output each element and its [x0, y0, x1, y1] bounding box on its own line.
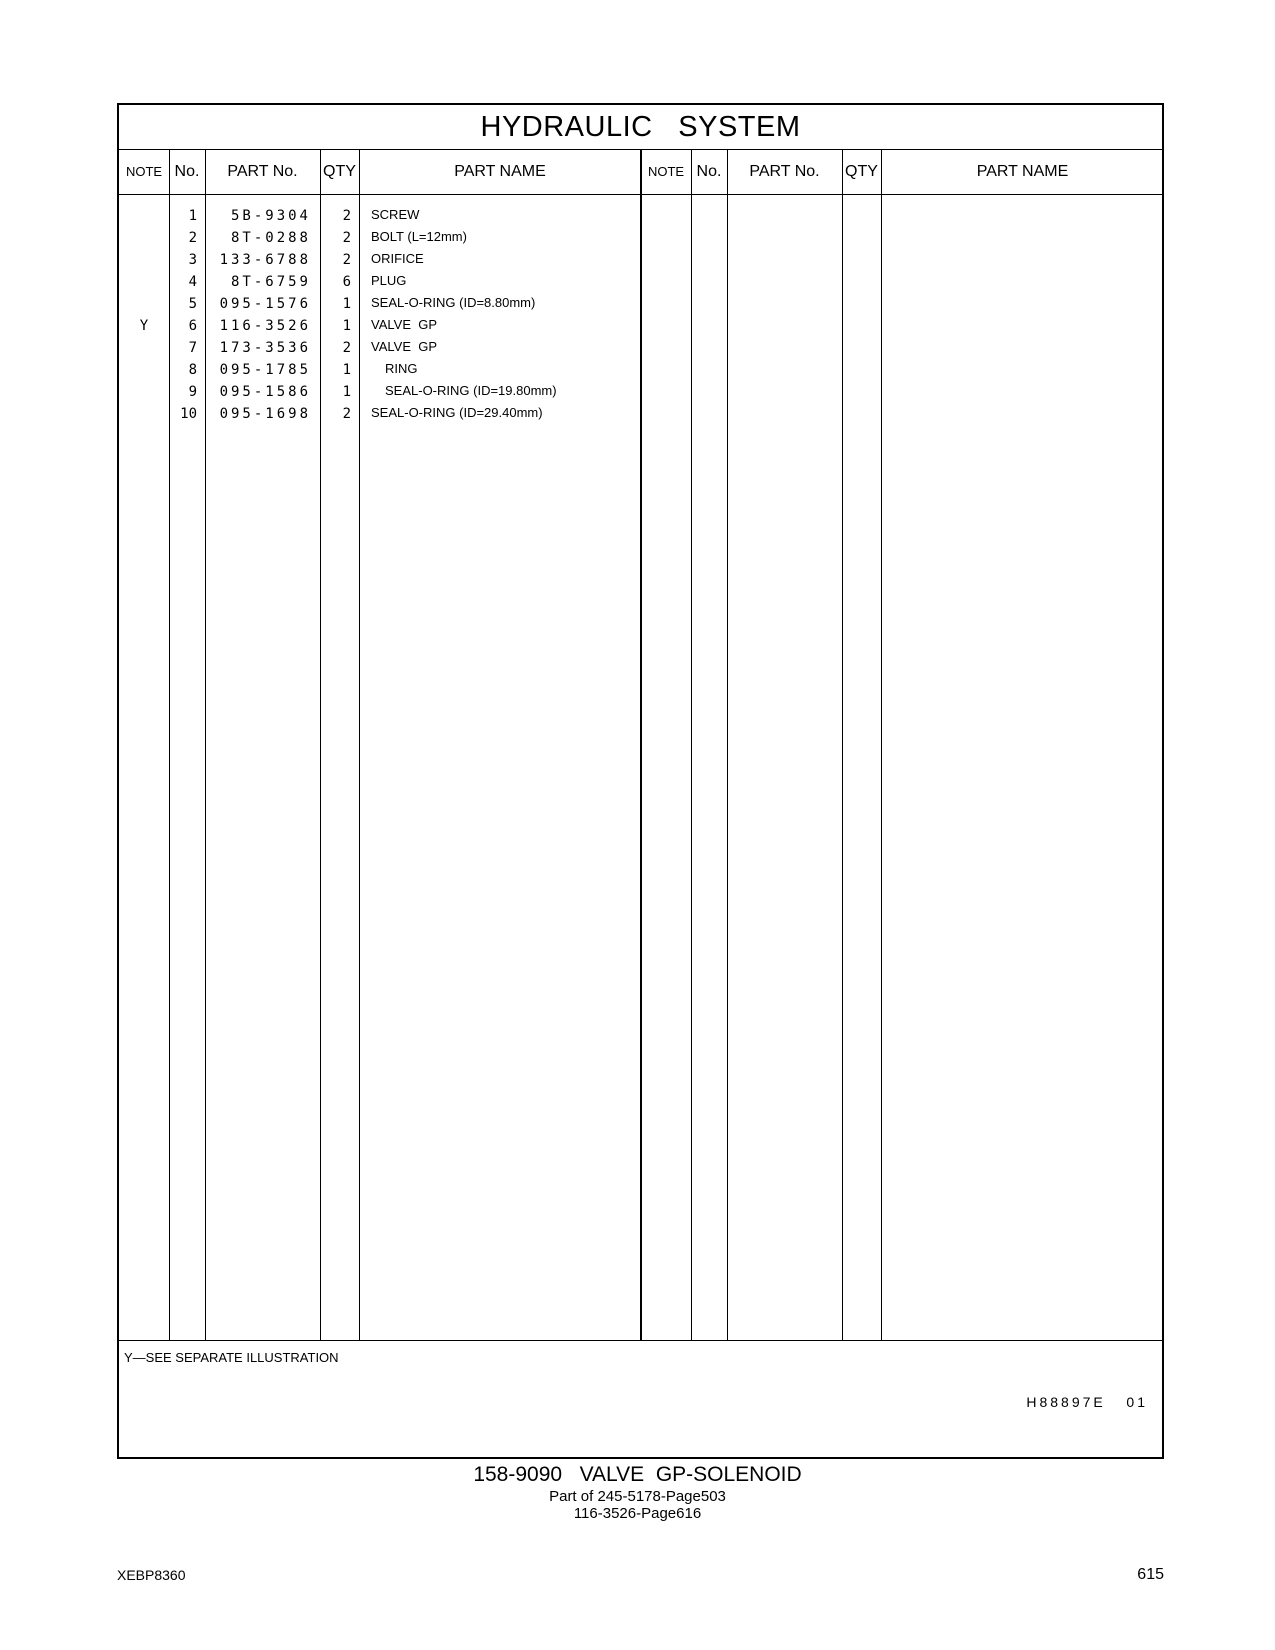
part-number: 5B-9304 [230, 208, 311, 224]
header-part-name-left: PART NAME [454, 163, 546, 180]
table-row [119, 271, 1162, 293]
table-row [119, 381, 1162, 403]
item-number: 1 [188, 208, 197, 224]
item-number: 3 [188, 252, 197, 268]
quantity: 2 [342, 406, 351, 422]
quantity: 2 [342, 252, 351, 268]
part-number: 095-1576 [219, 296, 311, 312]
page-number: 615 [1137, 1566, 1164, 1583]
item-number: 6 [188, 318, 197, 334]
header-part-no-right: PART No. [749, 163, 820, 180]
part-name: SEAL-O-RING (ID=29.40mm) [371, 405, 543, 420]
part-number: 116-3526 [219, 318, 311, 334]
parts-list-frame [117, 103, 1164, 1459]
part-number: 173-3536 [219, 340, 311, 356]
quantity: 6 [342, 274, 351, 290]
part-name: SEAL-O-RING (ID=8.80mm) [371, 295, 536, 310]
note-legend: Y—SEE SEPARATE ILLUSTRATION [124, 1350, 339, 1365]
part-number: 133-6788 [219, 252, 311, 268]
item-number: 7 [188, 340, 197, 356]
header-note-left: NOTE [125, 164, 163, 179]
illustration-reference-code: H88897E 01 [1026, 1394, 1148, 1410]
item-number: 10 [180, 406, 197, 422]
document-id: XEBP8360 [117, 1567, 186, 1583]
part-name: SCREW [371, 207, 420, 222]
header-no-right: No. [696, 163, 722, 180]
table-row [119, 359, 1162, 381]
table-row [119, 315, 1162, 337]
part-name: VALVE GP [371, 317, 437, 332]
table-row [119, 403, 1162, 425]
quantity: 1 [342, 384, 351, 400]
part-name: PLUG [371, 273, 407, 288]
title-bar [119, 105, 1162, 150]
table-row [119, 227, 1162, 249]
table-row [119, 337, 1162, 359]
header-no-left: No. [174, 163, 200, 180]
quantity: 2 [342, 340, 351, 356]
part-number: 8T-6759 [230, 274, 311, 290]
part-name: SEAL-O-RING (ID=19.80mm) [385, 383, 557, 398]
quantity: 1 [342, 362, 351, 378]
part-name: BOLT (L=12mm) [371, 229, 467, 244]
item-number: 8 [188, 362, 197, 378]
item-number: 4 [188, 274, 197, 290]
table-row [119, 293, 1162, 315]
header-part-no-left: PART No. [227, 163, 298, 180]
part-name: VALVE GP [371, 339, 437, 354]
part-number: 095-1698 [219, 406, 311, 422]
parent-reference: Part of 245-5178-Page503 [549, 1488, 726, 1505]
part-number: 8T-0288 [230, 230, 311, 246]
table-row [119, 249, 1162, 271]
part-number: 095-1785 [219, 362, 311, 378]
item-number: 9 [188, 384, 197, 400]
quantity: 1 [342, 318, 351, 334]
item-number: 2 [188, 230, 197, 246]
note-cell: Y [139, 318, 149, 334]
header-qty-left: QTY [323, 163, 356, 180]
quantity: 2 [342, 230, 351, 246]
quantity: 1 [342, 296, 351, 312]
section-title: HYDRAULIC SYSTEM [480, 111, 801, 143]
quantity: 2 [342, 208, 351, 224]
header-note-right: NOTE [647, 164, 685, 179]
part-name: RING [385, 361, 418, 376]
item-number: 5 [188, 296, 197, 312]
part-number: 095-1586 [219, 384, 311, 400]
table-row [119, 205, 1162, 227]
group-title: 158-9090 VALVE GP-SOLENOID [473, 1463, 802, 1486]
header-part-name-right: PART NAME [976, 163, 1069, 180]
part-name: ORIFICE [371, 251, 424, 266]
footer-divider [119, 1340, 1162, 1341]
header-qty-right: QTY [845, 163, 878, 180]
parent-reference-secondary: 116-3526-Page616 [573, 1505, 702, 1522]
